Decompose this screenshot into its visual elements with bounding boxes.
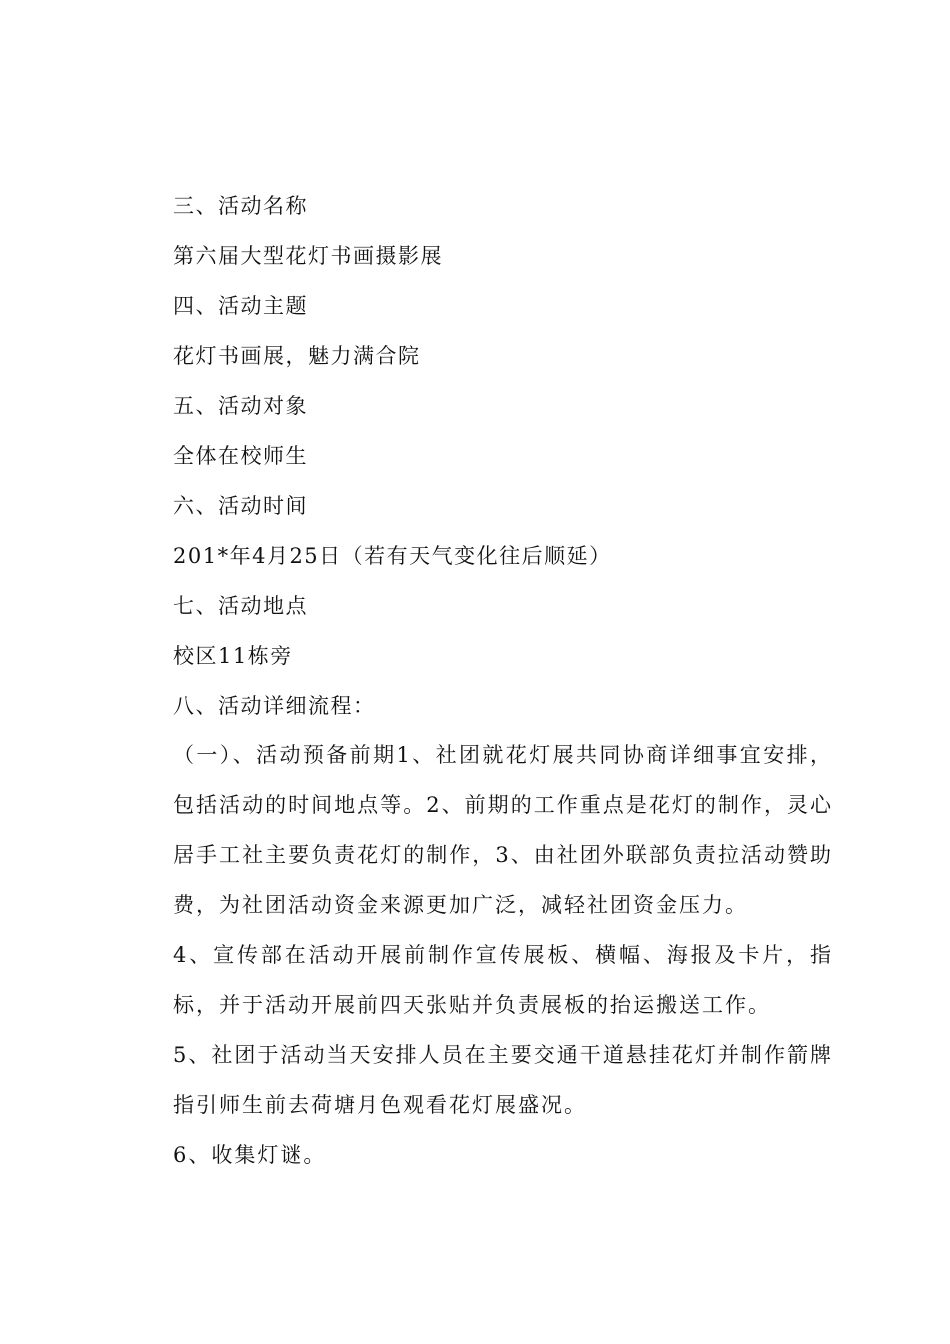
activity-time-text: 201*年4月25日（若有天气变化往后顺延） [173, 544, 612, 568]
heading-activity-process: 八、活动详细流程： [173, 694, 376, 718]
heading-activity-location: 七、活动地点 [173, 594, 308, 618]
activity-audience-text: 全体在校师生 [173, 444, 308, 468]
activity-name-text: 第六届大型花灯书画摄影展 [173, 244, 443, 268]
heading-activity-name: 三、活动名称 [173, 194, 308, 218]
heading-activity-time: 六、活动时间 [173, 494, 308, 518]
heading-activity-audience: 五、活动对象 [173, 394, 308, 418]
activity-theme-text: 花灯书画展，魅力满合院 [173, 344, 421, 368]
heading-activity-theme: 四、活动主题 [173, 294, 308, 318]
paragraph-preparation: （一）、活动预备前期1、社团就花灯展共同协商详细事宜安排，包括活动的时间地点等。2、前期的工作重点是花灯的制作，灵心居手工社主要负责花灯的制作，3、由社团外联部负责拉活动赞助费，为社团活动资金来源更加广泛，减轻社团资金压力。 [173, 743, 833, 917]
activity-location-text: 校区11栋旁 [173, 644, 293, 668]
paragraph-lantern-hanging: 5、社团于活动当天安排人员在主要交通干道悬挂花灯并制作箭牌指引师生前去荷塘月色观看花灯展盛况。 [173, 1043, 833, 1117]
paragraph-publicity: 4、宣传部在活动开展前制作宣传展板、横幅、海报及卡片，指标，并于活动开展前四天张贴并负责展板的抬运搬送工作。 [173, 943, 833, 1017]
paragraph-riddles: 6、收集灯谜。 [173, 1143, 327, 1167]
